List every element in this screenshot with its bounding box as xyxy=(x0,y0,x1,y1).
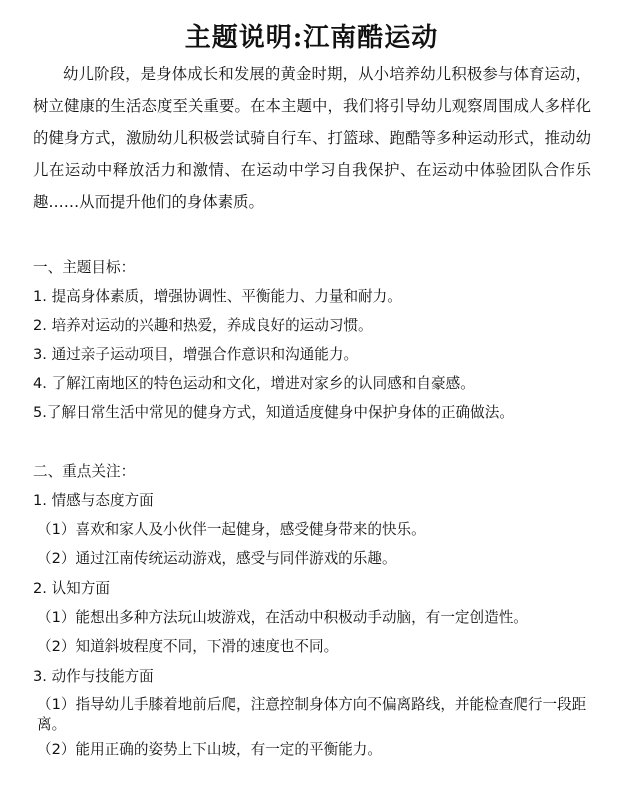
goals-heading: 一、主题目标： xyxy=(33,259,136,276)
goal-item-1: 1. 提高身体素质，增强协调性、平衡能力、力量和耐力。 xyxy=(33,288,402,305)
page-title: 主题说明:江南酷运动 xyxy=(184,23,439,53)
focus-section-title-3: 3. 动作与技能方面 xyxy=(33,668,154,685)
focus-item-1-2: （2）通过江南传统运动游戏，感受与同伴游戏的乐趣。 xyxy=(37,550,397,567)
intro-paragraph: 幼儿阶段，是身体成长和发展的黄金时期，从小培养幼儿积极参与体育运动，树立健康的生活态度至关重要。在本主题中，我们将引导幼儿观察周围成人多样化的健身方式，激励幼儿积极尝试骑自行车、打篮球、跑酷等多种运动形式，推动幼儿在运动中释放活力和激情、在运动中学习自我保护、在运动中体验团队合作乐趣……从而提升他们的身体素质。 xyxy=(33,65,591,211)
focus-item-3-2: （2）能用正确的姿势上下山坡，有一定的平衡能力。 xyxy=(37,741,382,758)
focus-section-title-2: 2. 认知方面 xyxy=(33,580,110,597)
focus-item-2-2: （2）知道斜坡程度不同，下滑的速度也不同。 xyxy=(37,638,339,655)
focus-section-title-1: 1. 情感与态度方面 xyxy=(33,492,154,509)
focus-item-1-1: （1）喜欢和家人及小伙伴一起健身，感受健身带来的快乐。 xyxy=(37,521,426,538)
focus-heading: 二、重点关注： xyxy=(33,463,136,480)
goal-item-4: 4. 了解江南地区的特色运动和文化，增进对家乡的认同感和自豪感。 xyxy=(33,375,475,392)
goal-item-3: 3. 通过亲子运动项目，增强合作意识和沟通能力。 xyxy=(33,346,359,363)
focus-item-3-1: （1）指导幼儿手膝着地前后爬，注意控制身体方向不偏离路线，并能检查爬行一段距离。 xyxy=(37,696,587,733)
goal-item-2: 2. 培养对运动的兴趣和热爱，养成良好的运动习惯。 xyxy=(33,317,373,334)
focus-item-2-1: （1）能想出多种方法玩山坡游戏，在活动中积极动手动脑，有一定创造性。 xyxy=(37,609,528,626)
goal-item-5: 5.了解日常生活中常见的健身方式，知道适度健身中保护身体的正确做法。 xyxy=(33,404,514,421)
